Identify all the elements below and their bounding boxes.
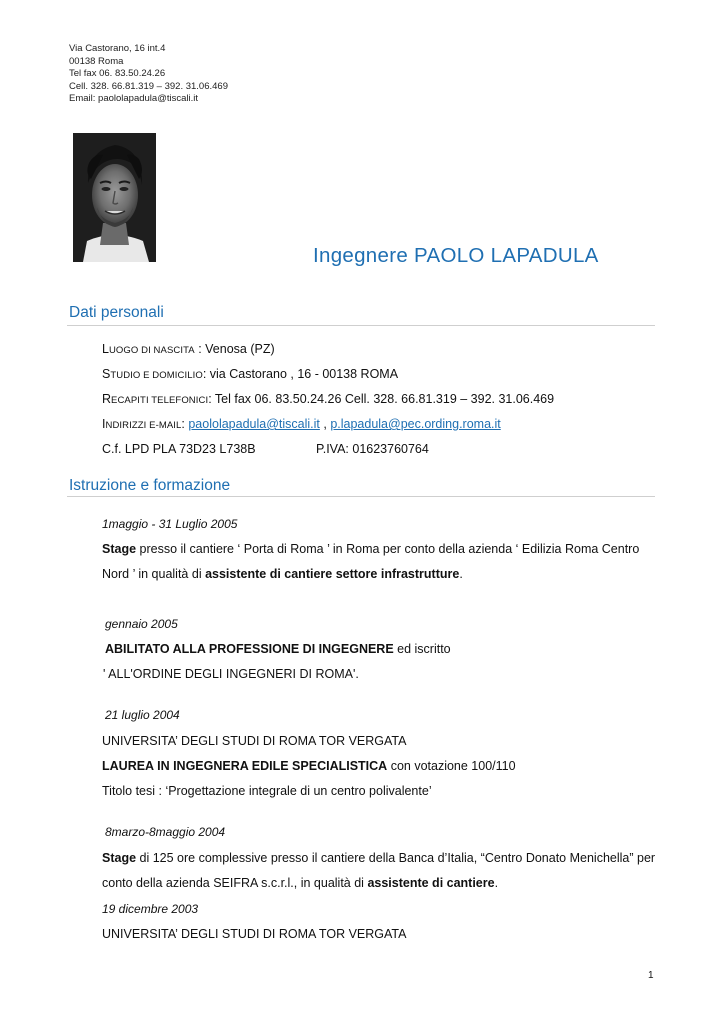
entry-text: ' ALL'ORDINE DEGLI INGEGNERI DI ROMA'.	[103, 667, 359, 681]
birthplace-label-cap: L	[102, 342, 109, 356]
email-link-tiscali[interactable]: paololapadula@tiscali.it	[188, 417, 320, 431]
entry-text-part: presso il cantiere ‘ Porta di Roma ’ in Roma per conto della azienda ‘ Edilizia Roma Centro	[136, 542, 640, 556]
entry-text-part: di 125 ore complessive presso il cantiere della Banca d’Italia, “Centro Donato Menichella” per	[136, 851, 656, 865]
entry-bold: assistente di cantiere settore infrastrutture	[205, 567, 460, 581]
entry-bold: assistente di cantiere	[367, 876, 495, 890]
entry-text-part: con votazione 100/110	[387, 759, 516, 773]
entry-text-part: ed iscritto	[393, 642, 451, 656]
entry-date: 1maggio - 31 Luglio 2005	[102, 517, 238, 531]
entry-text	[102, 542, 639, 556]
phone-label: ECAPITI TELEFONICI	[111, 395, 209, 406]
entry-text: UNIVERSITA’ DEGLI STUDI DI ROMA TOR VERGATA	[102, 734, 407, 748]
entry-text-part: conto della azienda SEIFRA s.c.r.l., in qualità di	[102, 876, 368, 890]
phone-row	[102, 392, 554, 406]
residence-label-cap: S	[102, 367, 111, 381]
address-cell: Cell. 328. 66.81.319 – 392. 31.06.469	[69, 80, 228, 92]
email-separator: ,	[319, 417, 331, 431]
address-city: 00138 Roma	[69, 55, 124, 67]
entry-text	[105, 642, 451, 656]
section-title-personal: Dati personali	[69, 304, 164, 321]
entry-text	[102, 851, 655, 865]
email-label-cap: I	[102, 417, 106, 431]
entry-text	[102, 567, 463, 581]
page-number: 1	[648, 970, 654, 981]
entry-date: 8marzo-8maggio 2004	[105, 825, 226, 839]
entry-text-part: Nord ’ in qualità di	[102, 567, 206, 581]
entry-bold: Stage	[102, 851, 137, 865]
portrait-photo	[73, 133, 156, 262]
entry-bold: ABILITATO ALLA PROFESSIONE DI INGEGNERE	[105, 642, 394, 656]
address-email: Email: paololapadula@tiscali.it	[69, 93, 198, 105]
section-title-education: Istruzione e formazione	[69, 477, 231, 494]
entry-text-part: .	[494, 876, 499, 890]
header-address	[69, 43, 228, 106]
entry-text	[102, 759, 516, 773]
residence-value: : via Castorano , 16 - 00138 ROMA	[202, 367, 399, 381]
person-name: Ingegnere PAOLO LAPADULA	[313, 244, 599, 267]
vat-number: P.IVA: 01623760764	[316, 442, 429, 456]
fiscal-code: C.f. LPD PLA 73D23 L738B	[102, 442, 256, 456]
address-street: Via Castorano, 16 int.4	[69, 43, 166, 54]
residence-label: TUDIO E DOMICILIO	[110, 370, 203, 381]
entry-text: Titolo tesi : ‘Progettazione integrale di un centro polivalente’	[102, 784, 432, 798]
entry-text	[102, 876, 498, 890]
residence-row	[102, 367, 398, 381]
entry-date: gennaio 2005	[105, 617, 178, 631]
birthplace-value: : Venosa (PZ)	[194, 342, 275, 356]
birthplace-row	[102, 342, 275, 356]
address-telfax: Tel fax 06. 83.50.24.26	[69, 68, 166, 80]
entry-date: 19 dicembre 2003	[102, 902, 199, 916]
phone-label-cap: R	[102, 392, 112, 406]
email-separator: :	[181, 417, 189, 431]
entry-text-part: .	[459, 567, 463, 581]
entry-bold: Stage	[102, 542, 137, 556]
email-row	[102, 417, 501, 431]
email-label: NDIRIZZI E-MAIL	[105, 420, 182, 431]
email-link-pec[interactable]: p.lapadula@pec.ording.roma.it	[330, 417, 501, 431]
phone-value: : Tel fax 06. 83.50.24.26 Cell. 328. 66.81.319 – 392. 31.06.469	[208, 392, 555, 406]
entry-text: UNIVERSITA’ DEGLI STUDI DI ROMA TOR VERGATA	[102, 927, 407, 941]
entry-date: 21 luglio 2004	[105, 708, 180, 722]
birthplace-label: UOGO DI NASCITA	[108, 345, 195, 356]
section-divider	[67, 325, 655, 326]
entry-bold: LAUREA IN INGEGNERA EDILE SPECIALISTICA	[102, 759, 388, 773]
section-divider	[67, 496, 655, 497]
